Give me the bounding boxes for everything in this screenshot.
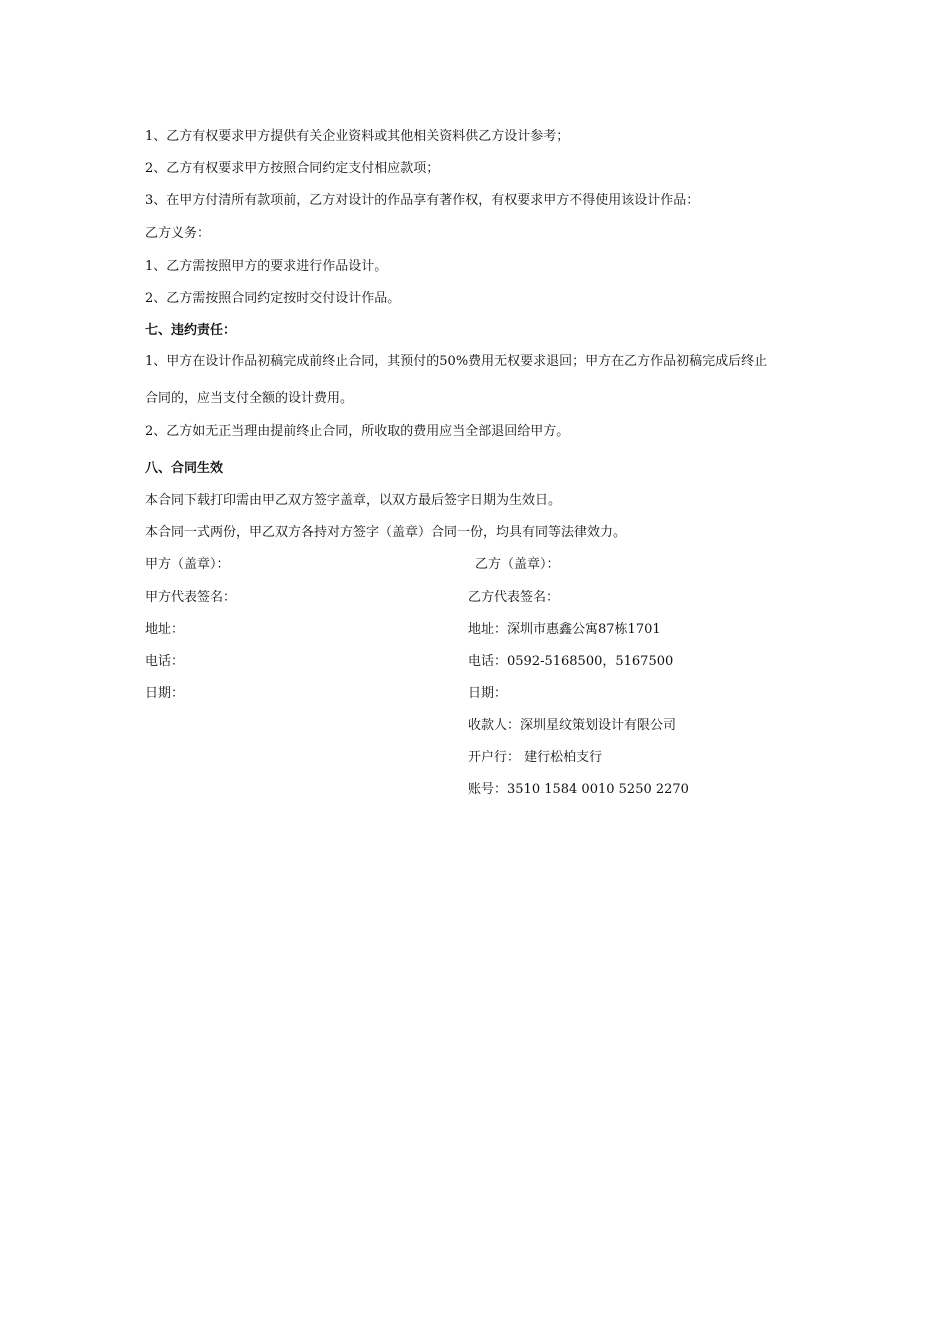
rights-b-item-1: 1、乙方有权要求甲方提供有关企业资料或其他相关资料供乙方设计参考； (145, 129, 570, 144)
section-7-item-1-line-1: 1、甲方在设计作品初稿完成前终止合同，其预付的50%费用无权要求退回；甲方在乙方作品初稿完成后终止 (145, 354, 768, 369)
party-a-phone: 电话： (145, 654, 185, 669)
section-7-heading: 七、违约责任： (145, 323, 237, 338)
section-8-paragraph-2: 本合同一式两份，甲乙双方各持对方签字（盖章）合同一份，均具有同等法律效力。 (145, 525, 627, 540)
party-b-account: 账号：3510 1584 0010 5250 2270 (468, 782, 689, 797)
party-a-representative: 甲方代表签名： (145, 590, 237, 605)
party-a-seal: 甲方（盖章）： (145, 557, 230, 572)
section-8-heading: 八、合同生效 (145, 461, 224, 476)
party-b-representative: 乙方代表签名： (468, 590, 560, 605)
rights-b-item-2: 2、乙方有权要求甲方按照合同约定支付相应款项； (145, 161, 440, 176)
party-b-date: 日期： (468, 686, 508, 701)
party-b-phone: 电话：0592-5168500，5167500 (468, 654, 674, 669)
section-7-item-2: 2、乙方如无正当理由提前终止合同，所收取的费用应当全部退回给甲方。 (145, 424, 570, 439)
rights-b-item-3: 3、在甲方付清所有款项前，乙方对设计的作品享有著作权，有权要求甲方不得使用该设计作品： (145, 193, 700, 208)
party-b-payee: 收款人：深圳星纹策划设计有限公司 (468, 718, 677, 733)
party-a-date: 日期： (145, 686, 185, 701)
section-8-paragraph-1: 本合同下载打印需由甲乙双方签字盖章，以双方最后签字日期为生效日。 (145, 493, 562, 508)
obligations-b-item-2: 2、乙方需按照合同约定按时交付设计作品。 (145, 291, 401, 306)
party-b-seal: 乙方（盖章）： (475, 557, 560, 572)
party-a-address: 地址： (145, 622, 185, 637)
obligations-b-item-1: 1、乙方需按照甲方的要求进行作品设计。 (145, 259, 388, 274)
party-b-address: 地址：深圳市惠鑫公寓87栋1701 (468, 622, 661, 637)
section-7-item-1-line-2: 合同的，应当支付全额的设计费用。 (145, 391, 354, 406)
obligations-b-title: 乙方义务： (145, 226, 211, 241)
party-b-bank: 开户行： 建行松柏支行 (468, 750, 603, 765)
